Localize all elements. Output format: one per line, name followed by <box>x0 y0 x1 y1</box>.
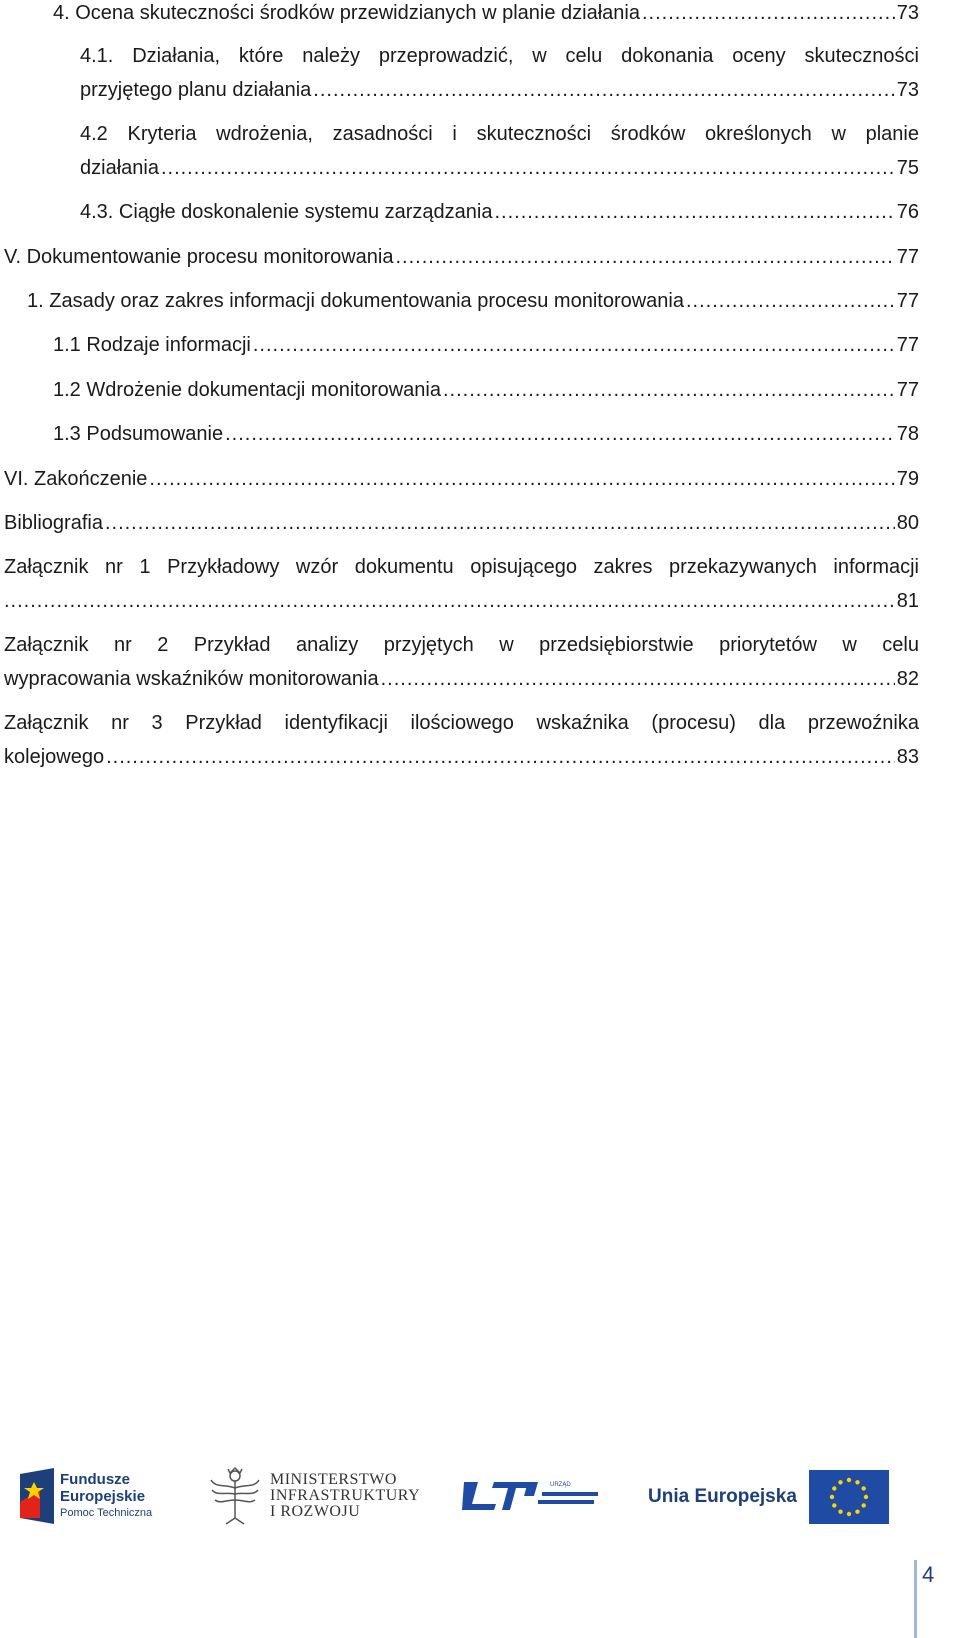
fundusze-europejskie-logo <box>20 1468 152 1524</box>
page-number-bar <box>914 1560 917 1638</box>
toc-entry[interactable]: Załącznik nr 1 Przykładowy wzór dokumentu opisującego zakres przekazywanych informacji ..... 81 <box>4 550 919 618</box>
toc-entry[interactable]: 1. Zasady oraz zakres informacji dokumentowania procesu monitorowania ..... 77 <box>27 284 919 318</box>
eu-star-icon <box>838 1510 842 1514</box>
toc-entry[interactable]: Załącznik nr 2 Przykład analizy przyjętych w przedsiębiorstwie priorytetów w celu wypracowania wskaźników monitorowania ..... 82 <box>4 628 919 696</box>
toc-entry[interactable]: 1.1 Rodzaje informacji ..... 77 <box>53 328 919 362</box>
toc-entry[interactable]: 4.1. Działania, które należy przeprowadzić, w celu dokonania oceny skuteczności przyjętego planu działania ..... 73 <box>80 39 919 107</box>
ue-text: Unia Europejska <box>648 1486 797 1507</box>
eagle-emblem-icon <box>208 1466 262 1526</box>
toc-entry[interactable]: Bibliografia ..... 80 <box>4 506 919 540</box>
eu-star-icon <box>855 1510 859 1514</box>
fe-line2: Europejskie <box>60 1487 146 1505</box>
eu-flag-icon <box>809 1470 889 1524</box>
eu-star-icon <box>861 1503 865 1507</box>
eu-star-icon <box>832 1486 836 1490</box>
eu-star-icon <box>838 1480 842 1484</box>
toc-entry[interactable]: 4.3. Ciągłe doskonalenie systemu zarządzania ..... 76 <box>80 195 919 229</box>
unia-europejska-logo <box>648 1470 889 1524</box>
toc-entry[interactable]: 4.2 Kryteria wdrożenia, zasadności i skuteczności środków określonych w planie działania ..... 75 <box>80 117 919 185</box>
toc-entry[interactable]: 4. Ocena skuteczności środków przewidzianych w planie działania ..... 73 <box>53 0 919 30</box>
eu-star-icon <box>861 1486 865 1490</box>
eu-star-icon <box>855 1480 859 1484</box>
fe-emblem-icon <box>20 1468 54 1524</box>
footer-logos <box>0 1460 960 1540</box>
mi-line3: I ROZWOJU <box>270 1503 361 1520</box>
mi-line1: MINISTERSTWO <box>270 1471 397 1488</box>
eu-star-icon <box>847 1478 851 1482</box>
eu-star-icon <box>832 1503 836 1507</box>
toc-entry[interactable]: Załącznik nr 3 Przykład identyfikacji ilościowego wskaźnika (procesu) dla przewoźnika kolejowego ..... 83 <box>4 706 919 774</box>
fe-line1: Fundusze <box>60 1470 130 1488</box>
toc-entry[interactable]: 1.3 Podsumowanie ..... 78 <box>53 417 919 451</box>
utk-logo <box>458 1478 600 1518</box>
toc-entry[interactable]: VI. Zakończenie ..... 79 <box>4 462 919 496</box>
eu-star-icon <box>864 1495 868 1499</box>
mi-line2: INFRASTRUKTURY <box>270 1487 421 1504</box>
ministerstwo-logo <box>208 1466 420 1526</box>
toc-entry[interactable]: V. Dokumentowanie procesu monitorowania ..... 77 <box>4 240 919 274</box>
eu-star-icon <box>830 1495 834 1499</box>
toc-entry[interactable]: 1.2 Wdrożenie dokumentacji monitorowania ..... 77 <box>53 373 919 407</box>
fe-line3: Pomoc Techniczna <box>60 1506 153 1519</box>
page-number: 4 <box>922 1562 935 1587</box>
utk-small-text: URZĄD <box>550 1482 571 1488</box>
eu-star-icon <box>847 1512 851 1516</box>
utk-emblem-icon <box>458 1478 600 1518</box>
